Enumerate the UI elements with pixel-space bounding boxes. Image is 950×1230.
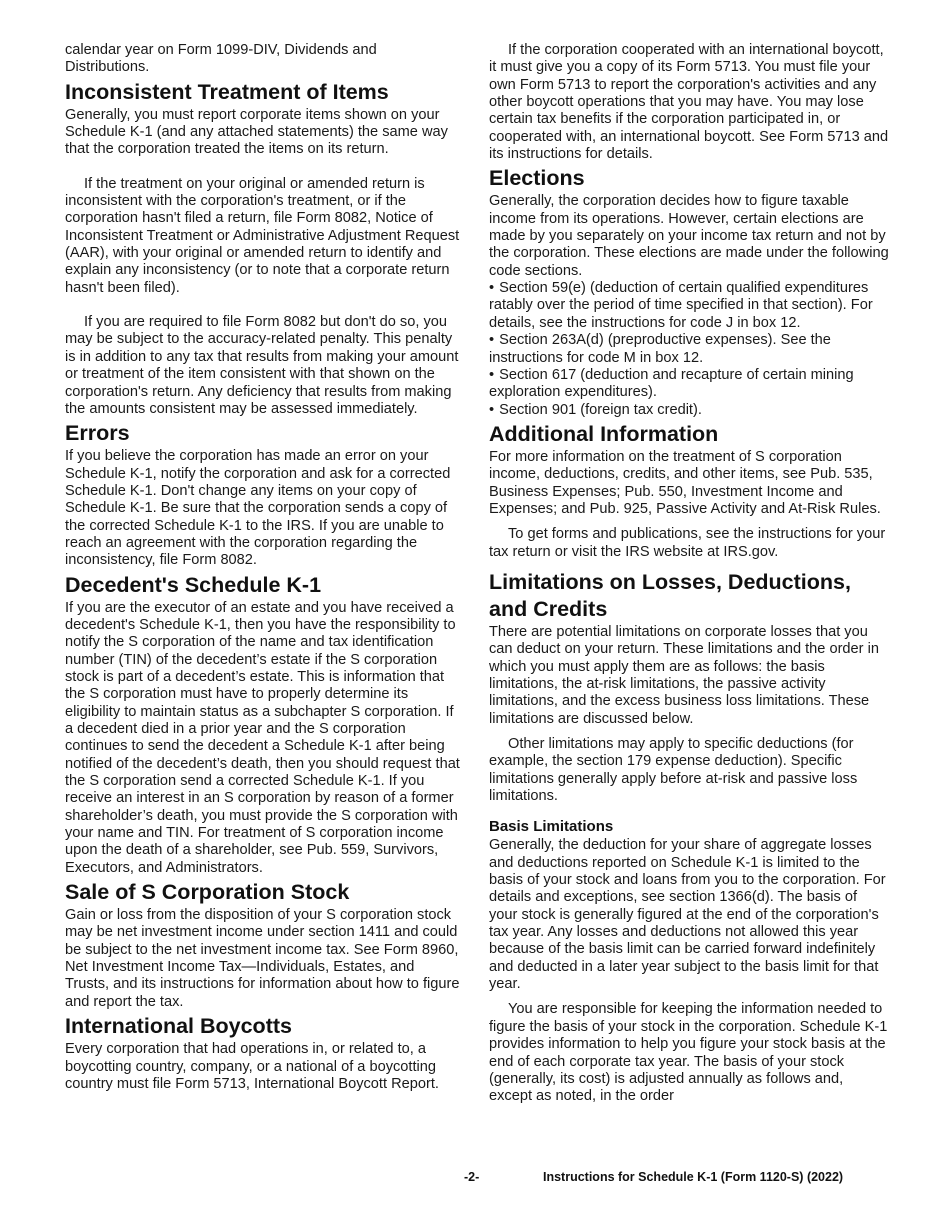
section-heading-elections: Elections xyxy=(489,166,585,191)
paragraph: You are responsible for keeping the information needed to figure the basis of your stock in the corporation. Schedule K-1 provides information to help you figure your stock basis at the end of each corporate tax year. The basis of your stock (generally, its cost) is adjusted annually as follows and, except as noted, in the order xyxy=(489,1001,888,1105)
section-heading-errors: Errors xyxy=(65,421,130,446)
paragraph: To get forms and publications, see the instructions for your tax return or visit the IRS website at IRS.gov. xyxy=(489,526,886,560)
paragraph: Other limitations may apply to specific deductions (for example, the section 179 expense deduction). Specific limitations generally apply before at-risk and passive loss limitations. xyxy=(489,736,858,805)
paragraph: Generally, the deduction for your share of aggregate losses and deductions reported on Schedule K-1 is limited to the basis of your stock and loans from you to the corporation. For details and exceptions, see section 1366(d). The basis of your stock is generally figured at the end of the corporation's tax year. Any losses and deductions not allowed this year because of the basis limit can be carried forward indefinitely and deducted in a later year subject to the basis limit for that year. xyxy=(489,837,886,993)
section-heading-limitations: Limitations on Losses, Deductions, and Credits xyxy=(489,569,851,621)
paragraph: Every corporation that had operations in, or related to, a boycotting country, company, or a national of a boycotting country must file Form 5713, International Boycott Report. xyxy=(65,1041,439,1092)
paragraph: If you believe the corporation has made an error on your Schedule K-1, notify the corporation and ask for a corrected Schedule K-1. Don't change any items on your copy of Schedule K-1. Be sure that the corporation sends a copy of the corrected Schedule K-1 to the IRS. If you are unable to reach an agreement with the corporation regarding the inconsistency, file Form 8082. xyxy=(65,448,451,569)
paragraph: Generally, you must report corporate items shown on your Schedule K-1 (and any attached statements) the same way that the corporation treated the items on its return. xyxy=(65,106,448,158)
paragraph: If the corporation cooperated with an international boycott, it must give you a copy of its Form 5713. You must file your own Form 5713 to report the corporation's activities and any other boycott operations that you may have. You may lose certain tax benefits if the corporation participated in, or cooperated with, an international boycott. See Form 5713 and its instructions for details. xyxy=(489,42,889,163)
section-heading-inconsistent-treatment: Inconsistent Treatment of Items xyxy=(65,79,389,104)
paragraph: Gain or loss from the disposition of your S corporation stock may be net investment income under section 1411 and could be subject to the net investment income tax. See Form 8960, Net Investment Income Tax—Individuals, Estates, and Trusts, and its instructions for information about how to figure and report the tax. xyxy=(65,907,460,1010)
paragraph: Generally, the corporation decides how to figure taxable income from its operations. However, certain elections are made by you separately on your income tax return and not by the corporation. These elections are made under the following code sections. xyxy=(489,193,889,279)
paragraph: There are potential limitations on corporate losses that you can deduct on your return. These limitations and the order in which you must apply them are as follows: the basis limitations, the at-risk limitations, the passive activity limitations, and the excess business loss limitations. These limitations are discussed below. xyxy=(489,623,879,727)
subheading-basis-limitations: Basis Limitations xyxy=(489,818,614,836)
section-heading-decedent: Decedent's Schedule K-1 xyxy=(65,572,322,597)
footer-document-title: Instructions for Schedule K-1 (Form 1120-S) (2022) xyxy=(543,1170,844,1184)
carry-over-paragraph: calendar year on Form 1099-DIV, Dividends and Distributions. xyxy=(65,42,377,76)
left-column xyxy=(65,42,461,1093)
section-heading-sale-of-stock: Sale of S Corporation Stock xyxy=(65,880,350,905)
bullet-item: • Section 59(e) (deduction of certain qualified expenditures ratably over the period of time specified in that section). For details, see the instructions for code J in box 12. xyxy=(489,280,889,332)
section-heading-additional-information: Additional Information xyxy=(489,421,719,446)
page-number: -2- xyxy=(464,1170,480,1184)
bullet-item: • Section 263A(d) (preproductive expenses). See the instructions for code M in box 12. xyxy=(489,332,889,367)
right-column xyxy=(489,42,889,1106)
section-heading-international-boycotts: International Boycotts xyxy=(65,1014,292,1039)
bullet-item: • Section 901 (foreign tax credit). xyxy=(489,402,889,419)
bullet-item: • Section 617 (deduction and recapture of certain mining exploration expenditures). xyxy=(489,367,889,402)
paragraph: For more information on the treatment of S corporation income, deductions, credits, and other items, see Pub. 535, Business Expenses; Pub. 550, Investment Income and Expenses; and Pub. 925, Passive Activity and At-Risk Rules. xyxy=(489,448,881,517)
paragraph: If the treatment on your original or amended return is inconsistent with the corporation's treatment, or if the corporation hasn't filed a return, file Form 8082, Notice of Inconsistent Treatment or Administrative Adjustment Request (AAR), with your original or amended return to identify and explain any inconsistency (or to note that a corporate return hasn't been filed). xyxy=(65,175,460,296)
paragraph: If you are the executor of an estate and you have received a decedent's Schedule K-1, then you have the responsibility to notify the S corporation of the name and tax identification number (TIN) of the decedent’s estate if the S corporation stock is part of a decedent’s estate. This is information that the S corporation must have to properly determine its eligibility to maintain status as a subchapter S corporation. If a decedent died in a prior year and the S corporation continues to send the decedent a Schedule K-1 after being notified of the decedent’s death, then you should request that the S corporation send a corrected Schedule K-1. If you receive an interest in an S corporation by reason of a former shareholder’s death, you must provide the S corporation with your name and TIN. For treatment of S corporation income upon the death of a shareholder, see Pub. 559, Survivors, Executors, and Administrators. xyxy=(65,599,460,876)
paragraph: If you are required to file Form 8082 but don't do so, you may be subject to the accuracy-related penalty. This penalty is in addition to any tax that results from making your amount or treatment of the item consistent with that shown on the corporation's return. Any deficiency that results from making the amounts consistent may be assessed immediately. xyxy=(65,314,459,417)
